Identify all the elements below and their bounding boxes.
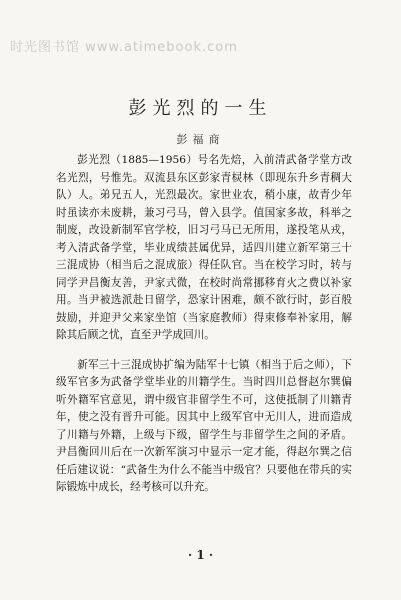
watermark: 时光图书馆 www.atimebook.com (10, 40, 238, 55)
paragraph: 彭光烈（1885—1956）号名先焙，入前清武备学堂方改名光烈，号惟先。双流县东区彭家青棂林（即现东升乡青稠大队）人。弟兄五人，光烈最次。家世业农，稍小康，故青少年时虽读亦未废耕，兼习弓马，曾入县学。值国家多故，科举之制废，改设新制军官学校，旧习弓马已无所用，遂投笔从戎，考入清武备学堂，毕业成绩甚属优异，适四川建立新军第三十三混成协（相当后之混成旅）得任队官。当在校学习时，转与同学尹昌衡友善，尹家式微，在校时尚常挪移育火之费以补家用。当尹被选派赴日留学，恐家计困难，颇不欲行时，彭百般鼓励，并迎尹父来家坐馆（当家庭教师）得束修奉补家用，解除其后顾之忧，直至尹学成回川。 (56, 154, 352, 341)
page-number: · 1 · (187, 548, 214, 562)
paragraph: 新军三十三混成协扩编为陆军十七镇（相当于后之师），下级军官多为武备学堂毕业的川籍学生。当时四川总督赵尔巽偏听外籍军官意见，谓中级官非留学生不可，这使抵制了川籍青年，使之没有晋升可能。因其中上级军官中无川人，进而造成了川籍与外籍，上级与下级，留学生与非留学生之间的矛盾。尹昌衡回川后在一次新军演习中显示一定才能，得赵尔巽之信任后建议说：“武备生为什么不能当中级官？只要他在带兵的实际锻炼中成长，经考核可以升充。 (56, 358, 352, 493)
article-title: 彭光烈的一生 (128, 98, 273, 119)
article-body (56, 152, 352, 509)
author-name: 彭福商 (176, 133, 225, 146)
